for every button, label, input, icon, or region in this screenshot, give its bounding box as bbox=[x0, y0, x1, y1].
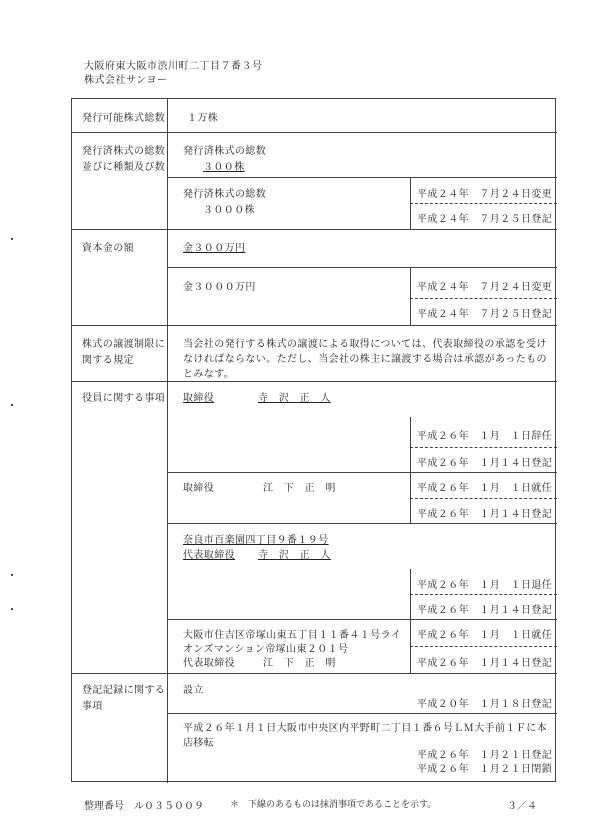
registry-establish: 設立 bbox=[183, 685, 204, 696]
reference-number: 整理番号 ル０３５００９ bbox=[84, 801, 204, 812]
footer-note: ＊ 下線のあるものは抹消事項であることを示す。 bbox=[230, 800, 437, 810]
label-issued-2: 並びに種類及び数 bbox=[82, 162, 166, 173]
issued-b-value: ３０００株 bbox=[203, 205, 255, 216]
officer-date: 平成２６年 １月 １日就任 bbox=[417, 630, 553, 641]
label-capital: 資本金の額 bbox=[82, 243, 134, 254]
capital-b-date: 平成２４年 ７月２５日登記 bbox=[417, 309, 553, 320]
officer-date: 平成２６年 １月 １日辞任 bbox=[417, 431, 553, 442]
scan-mark bbox=[11, 404, 13, 406]
officer-date: 平成２６年 １月 １日退任 bbox=[417, 580, 553, 591]
capital-b-date: 平成２４年 ７月２４日変更 bbox=[417, 282, 553, 293]
registry-date: 平成２６年 １月２１日登記 bbox=[417, 750, 553, 761]
officer-role: 代表取締役 bbox=[183, 658, 235, 669]
label-officers: 役員に関する事項 bbox=[82, 393, 166, 404]
registry-table bbox=[71, 98, 556, 782]
scan-mark bbox=[11, 608, 13, 610]
registry-date: 平成２０年 １月１８日登記 bbox=[417, 699, 553, 710]
issued-b-date: 平成２４年 ７月２５日登記 bbox=[417, 214, 553, 225]
capital-b-value: 金３０００万円 bbox=[183, 282, 256, 293]
officer-role: 代表取締役 bbox=[183, 550, 235, 561]
officer-name: 江 下 正 明 bbox=[263, 483, 336, 494]
issued-a-value: ３００株 bbox=[203, 162, 245, 173]
issued-b-label: 発行済株式の総数 bbox=[183, 189, 267, 200]
label-issued: 発行済株式の総数 bbox=[82, 146, 166, 157]
officer-name: 寺 沢 正 人 bbox=[258, 550, 331, 561]
officer-address: 大阪市住吉区帝塚山東五丁目１１番４１号ライ bbox=[183, 630, 402, 641]
officer-address: オンズマンション帝塚山東２０１号 bbox=[183, 644, 349, 655]
officer-date: 平成２６年 １月１４日登記 bbox=[417, 658, 553, 669]
label-restriction-2: 関する規定 bbox=[82, 355, 134, 366]
label-registry-2: 事項 bbox=[82, 701, 103, 712]
officer-date: 平成２６年 １月１４日登記 bbox=[417, 509, 553, 520]
issued-a-label: 発行済株式の総数 bbox=[183, 146, 267, 157]
officer-date: 平成２６年 １月１４日登記 bbox=[417, 605, 553, 616]
officer-name: 寺 沢 正 人 bbox=[258, 393, 331, 404]
label-registry: 登記記録に関する bbox=[82, 685, 166, 696]
officer-role: 取締役 bbox=[183, 483, 215, 494]
officer-role: 取締役 bbox=[183, 393, 215, 404]
label-authorized-shares: 発行可能株式総数 bbox=[82, 113, 166, 124]
restriction-text: とみなす。 bbox=[183, 369, 235, 380]
restriction-text: 当会社の発行する株式の譲渡による取得については、代表取締役の承認を受け bbox=[183, 339, 547, 350]
restriction-text: なければならない。ただし、当会社の株主に譲渡する場合は承認があったもの bbox=[183, 354, 547, 365]
scan-mark bbox=[11, 574, 13, 576]
officer-date: 平成２６年 １月 １日就任 bbox=[417, 483, 553, 494]
capital-a-value: 金３００万円 bbox=[183, 243, 246, 254]
company-address: 大阪府東大阪市渋川町二丁目７番３号 bbox=[84, 61, 263, 72]
officer-date: 平成２６年 １月１４日登記 bbox=[417, 458, 553, 469]
page-number: ３／４ bbox=[507, 801, 537, 812]
issued-b-date: 平成２４年 ７月２４日変更 bbox=[417, 189, 553, 200]
company-name: 株式会社サンヨー bbox=[84, 75, 168, 86]
registry-move: 店移転 bbox=[183, 738, 215, 749]
label-restriction: 株式の譲渡制限に bbox=[82, 339, 166, 350]
officer-name: 江 下 正 明 bbox=[263, 658, 336, 669]
registry-date: 平成２６年 １月２１日閉鎖 bbox=[417, 764, 553, 775]
registry-move: 平成２６年１月１日大阪市中央区内平野町二丁目１番６号ＬＭ大手前１Ｆに本 bbox=[183, 723, 547, 734]
officer-address: 奈良市百楽園四丁目９番１９号 bbox=[183, 535, 329, 546]
scan-mark bbox=[11, 238, 13, 240]
authorized-value: １万株 bbox=[187, 113, 219, 124]
